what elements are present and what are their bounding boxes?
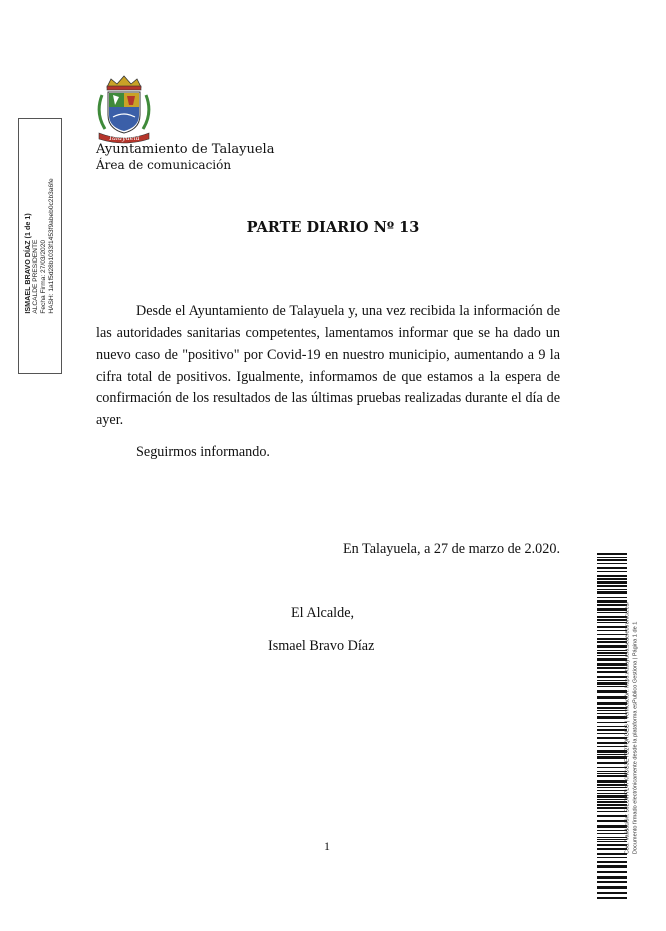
barcode-bar xyxy=(597,771,627,772)
barcode-bar xyxy=(597,655,627,656)
barcode-bar xyxy=(597,897,627,899)
barcode-bar xyxy=(597,722,627,723)
barcode-bar xyxy=(597,626,627,628)
barcode-bar xyxy=(597,581,627,584)
barcode-bar xyxy=(597,707,627,709)
barcode-bar xyxy=(597,801,627,803)
barcode-bar xyxy=(597,746,627,747)
document-title: PARTE DIARIO Nº 13 xyxy=(246,219,420,236)
barcode-bar xyxy=(597,861,627,863)
barcode-bar xyxy=(597,597,627,598)
barcode-bar xyxy=(597,634,627,635)
barcode-bar xyxy=(597,682,627,685)
barcode-bar xyxy=(597,710,627,711)
barcode-bar xyxy=(597,881,627,883)
barcode-bar xyxy=(597,811,627,812)
barcode-bar xyxy=(597,876,627,879)
barcode-bar xyxy=(597,713,627,714)
validation-barcode xyxy=(597,553,627,901)
signature-name: Ismael Bravo Díaz xyxy=(268,638,375,654)
barcode-bar xyxy=(597,630,627,631)
barcode-bar xyxy=(597,790,627,791)
closing-line: Seguirmos informando. xyxy=(136,444,270,460)
barcode-bar xyxy=(597,833,627,834)
barcode-bar xyxy=(597,575,627,577)
barcode-bar xyxy=(597,680,627,681)
barcode-bar xyxy=(597,865,627,868)
department-name: Área de comunicación xyxy=(96,158,232,172)
verification-line-2: Documento firmado electrónicamente desde la plataforma esPublico Gestiona | Página 1 de 1 xyxy=(632,621,638,855)
barcode-bar xyxy=(597,844,627,846)
signature-stamp xyxy=(18,118,62,374)
barcode-bar xyxy=(597,892,627,894)
barcode-bar xyxy=(597,585,627,587)
barcode-bar xyxy=(597,696,627,699)
barcode-bar xyxy=(597,663,627,666)
barcode-bar xyxy=(597,563,627,564)
barcode-bar xyxy=(597,645,627,648)
barcode-bar xyxy=(597,767,627,768)
barcode-bar xyxy=(597,742,627,744)
stamp-hash: HASH: 1a1f5d28b1033f1453f9abeb0c2b3a6fe xyxy=(48,178,55,314)
barcode-bar xyxy=(597,795,627,798)
barcode-bar xyxy=(597,667,627,669)
dateline: En Talayuela, a 27 de marzo de 2.020. xyxy=(343,541,560,557)
barcode-bar xyxy=(597,608,627,611)
stamp-signer: ISMAEL BRAVO DÍAZ (1 de 1) xyxy=(23,213,32,314)
barcode-bar xyxy=(597,773,627,774)
barcode-bar xyxy=(597,553,627,555)
barcode-bar xyxy=(597,616,627,618)
barcode-bar xyxy=(597,567,627,569)
body-paragraph: Desde el Ayuntamiento de Talayuela y, una vez recibida la información de las autoridades sanitarias competentes, lamentamos informar que se ha dado un nuevo caso de "positivo" por Covid-19 en nuestro municipio, aumentando a 9 la cifra total de positivos. Igualmente, informamos de que estamos a la espera de confirmación de los resultados de las últimas pruebas realizadas durante el día de ayer. xyxy=(96,303,560,429)
barcode-bar xyxy=(597,784,627,786)
barcode-bar xyxy=(597,571,627,572)
barcode-bar xyxy=(597,820,627,822)
barcode-bar xyxy=(597,825,627,828)
barcode-bar xyxy=(597,658,627,661)
barcode-bar xyxy=(597,804,627,806)
barcode-bar xyxy=(597,557,627,558)
barcode-bar xyxy=(597,729,627,731)
barcode-bar xyxy=(597,690,627,693)
barcode-bar xyxy=(597,750,627,753)
barcode-bar xyxy=(597,733,627,734)
barcode-bar xyxy=(597,780,627,783)
barcode-bar xyxy=(597,799,627,800)
barcode-bar xyxy=(597,652,627,654)
signature-title: El Alcalde, xyxy=(291,605,355,621)
barcode-bar xyxy=(597,671,627,673)
barcode-bar xyxy=(597,754,627,755)
barcode-bar xyxy=(597,726,627,727)
barcode-bar xyxy=(597,578,627,580)
barcode-bar xyxy=(597,830,627,831)
barcode-bar xyxy=(597,853,627,855)
barcode-bar xyxy=(597,619,627,621)
barcode-bar xyxy=(597,612,627,613)
page-number: 1 xyxy=(324,839,330,853)
crest-scroll-text: Talayuela xyxy=(108,134,140,142)
barcode-bar xyxy=(597,650,627,651)
signature-stamp-text xyxy=(24,178,56,313)
barcode-bar xyxy=(597,589,627,590)
barcode-bar xyxy=(597,815,627,817)
barcode-bar xyxy=(597,591,627,594)
barcode-bar xyxy=(597,686,627,687)
barcode-bar xyxy=(597,857,627,858)
barcode-bar xyxy=(597,871,627,873)
barcode-bar xyxy=(597,848,627,850)
coat-of-arms-logo xyxy=(93,73,155,145)
organization-name: Ayuntamiento de Talayuela xyxy=(96,142,275,157)
barcode-bar xyxy=(597,638,627,640)
barcode-bar xyxy=(597,839,627,840)
barcode-bar xyxy=(597,716,627,719)
barcode-bar xyxy=(597,600,627,603)
barcode-bar xyxy=(597,762,627,764)
barcode-bar xyxy=(597,886,627,889)
barcode-bar xyxy=(597,787,627,788)
barcode-bar xyxy=(597,676,627,678)
barcode-bar xyxy=(597,737,627,739)
barcode-bar xyxy=(597,837,627,838)
barcode-bar xyxy=(597,702,627,705)
barcode-bar xyxy=(597,641,627,643)
barcode-bar xyxy=(597,841,627,842)
stamp-date: Fecha Firma: 27/03/2020 xyxy=(40,239,47,314)
barcode-bar xyxy=(597,793,627,794)
verification-line-1: Cód. Validación: 5JLCW7L47KHCG3EYD27QKGEG | Verificación: https://talayuela.sedelectronica.es/ xyxy=(624,601,631,855)
barcode-bar xyxy=(597,559,627,561)
barcode-bar xyxy=(597,775,627,777)
barcode-bar xyxy=(597,756,627,759)
barcode-bar xyxy=(597,622,627,623)
barcode-bar xyxy=(597,604,627,606)
stamp-role: ALCALDE PRESIDENTE xyxy=(32,239,39,314)
barcode-bar xyxy=(597,807,627,809)
